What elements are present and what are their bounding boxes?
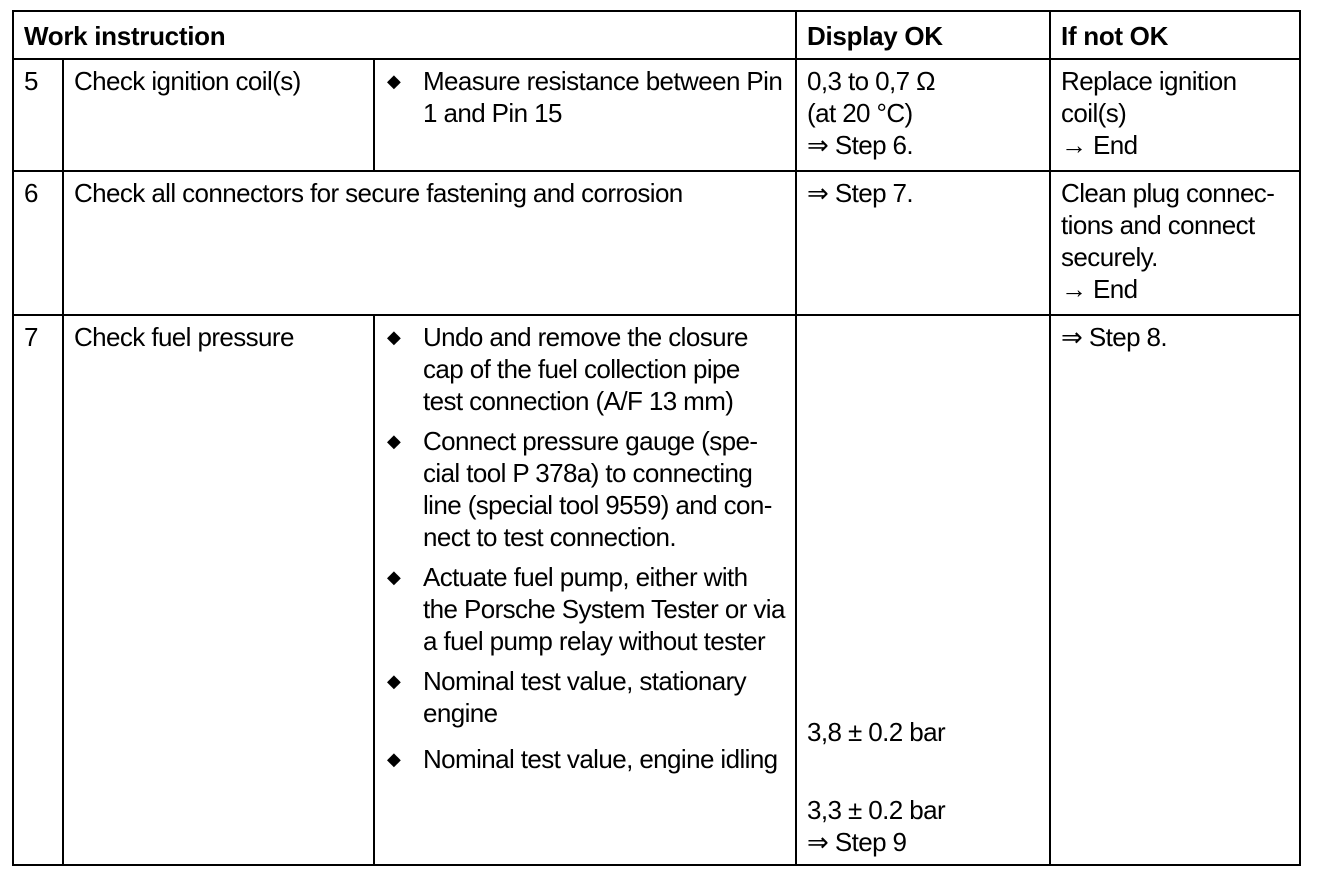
- instruction-item: [385, 65, 785, 129]
- step-number: 6: [13, 171, 63, 315]
- instruction-text: Nominal test value, engine idling: [423, 744, 778, 774]
- header-display-ok: Display OK: [796, 11, 1050, 59]
- instruction-text: Undo and remove the closure cap of the fuel collection pipe test connection (A/F 13 mm): [423, 322, 748, 416]
- if-not-ok-line: → End: [1061, 274, 1138, 304]
- display-ok-cell: [796, 315, 1050, 865]
- if-not-ok-line: ⇒ Step 8.: [1061, 322, 1168, 352]
- instruction-text: Connect pressure gauge (spe-cial tool P 378a) to connecting line (special tool 9559) and con-nect to test connection.: [423, 426, 772, 552]
- instruction-item: [385, 665, 785, 729]
- diamond-bullet-icon: ◆: [387, 567, 401, 587]
- display-ok-line: 3,8 ± 0.2 bar: [807, 717, 946, 747]
- display-ok-line: ⇒ Step 7.: [807, 178, 914, 208]
- work-instruction-table: [12, 10, 1301, 866]
- header-row: [13, 11, 1300, 59]
- task-cell: Check fuel pressure: [63, 315, 374, 865]
- step-number: 5: [13, 59, 63, 171]
- header-if-not-ok: If not OK: [1050, 11, 1300, 59]
- if-not-ok-line: Clean plug connec-: [1061, 178, 1275, 208]
- instruction-item: [385, 321, 785, 417]
- table-row-step-7: [13, 315, 1300, 865]
- task-cell: Check all connectors for secure fastening and corrosion: [63, 171, 796, 315]
- display-ok-line: ⇒ Step 6.: [807, 130, 914, 160]
- instructions-cell: [374, 59, 796, 171]
- diamond-bullet-icon: ◆: [387, 671, 401, 691]
- instruction-item: [385, 743, 785, 775]
- display-ok-cell: [796, 59, 1050, 171]
- instruction-text: Measure resistance between Pin 1 and Pin 15: [423, 66, 783, 128]
- if-not-ok-line: securely.: [1061, 242, 1158, 272]
- display-ok-line: 0,3 to 0,7 Ω: [807, 66, 935, 96]
- diamond-bullet-icon: ◆: [387, 431, 401, 451]
- if-not-ok-line: tions and connect: [1061, 210, 1255, 240]
- display-ok-line: ⇒ Step 9: [807, 827, 907, 857]
- if-not-ok-line: → End: [1061, 130, 1138, 160]
- header-work-instruction: Work instruction: [13, 11, 796, 59]
- diamond-bullet-icon: ◆: [387, 71, 401, 91]
- instruction-item: [385, 425, 785, 553]
- instruction-text: Actuate fuel pump, either with the Porsche System Tester or via a fuel pump relay without tester: [423, 562, 785, 656]
- step-number: 7: [13, 315, 63, 865]
- instructions-cell: [374, 315, 796, 865]
- table-row-step-6: [13, 171, 1300, 315]
- display-ok-line: (at 20 °C): [807, 98, 913, 128]
- if-not-ok-line: coil(s): [1061, 98, 1127, 128]
- table-row-step-5: [13, 59, 1300, 171]
- if-not-ok-cell: [1050, 315, 1300, 865]
- if-not-ok-cell: [1050, 59, 1300, 171]
- instruction-item: [385, 561, 785, 657]
- display-ok-line: 3,3 ± 0.2 bar: [807, 795, 946, 825]
- instruction-text: Nominal test value, stationary engine: [423, 666, 747, 728]
- diamond-bullet-icon: ◆: [387, 327, 401, 347]
- if-not-ok-line: Replace ignition: [1061, 66, 1237, 96]
- if-not-ok-cell: [1050, 171, 1300, 315]
- diamond-bullet-icon: ◆: [387, 749, 401, 769]
- display-ok-cell: [796, 171, 1050, 315]
- task-cell: Check ignition coil(s): [63, 59, 374, 171]
